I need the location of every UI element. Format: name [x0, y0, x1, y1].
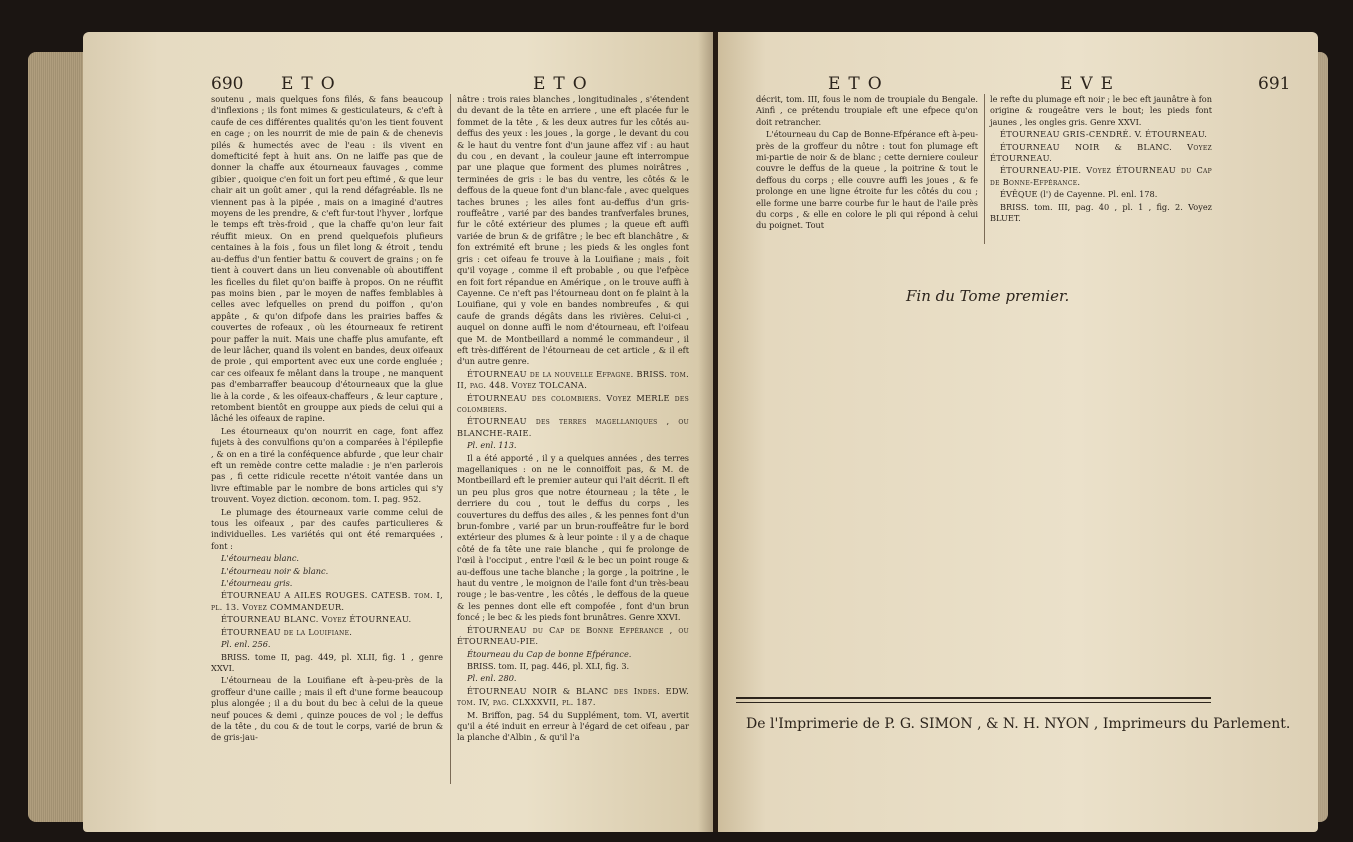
imprint-rule-top	[736, 697, 1211, 699]
column-rule	[450, 94, 451, 784]
entry-heading: ÉTOURNEAU GRIS-CENDRÉ. V. ÉTOURNEAU.	[1000, 129, 1208, 140]
reference: Étourneau du Cap de bonne Efpérance.	[467, 648, 632, 659]
right-column-1	[756, 94, 978, 233]
paragraph: le refte du plumage eft noir ; le bec eft jaunâtre à fon origine & rougeâtre vers le bout; les pieds font jaunes , les ongles gris. Genre XXVI.	[990, 94, 1212, 127]
paragraph: soutenu , mais quelques fons filés, & fans beaucoup d'inflexions ; ils font mimes & gesticulateurs, & c'eft à caufe de ces différentes qualités qu'on les tient fouvent en cage ; on les nourrit de mie de pain & de chenevis pilés & humectés avec de l'eau : ils vivent en domefticité fept à huit ans. On ne laiffe pas que de donner la chaffe aux étourneaux fauvages , comme gibier , quoique c'en foit un fort peu eftimé , & que leur chair ait un goût amer , qui la rend défagréable. Ils ne viennent pas à la pipée , mais on a imaginé d'autres moyens de les prendre, & c'eft fur-tout l'hyver , lorfque le temps eft très-froid , que la chaffe qu'on leur fait réuffit mieux. On en prend quelquefois plufieurs centaines à la fois , fous un filet long & étroit , tendu au-deffus d'un fentier battu & couvert de grains ; on fe tient à couvert dans un lieu convenable où aboutiffent les ficelles du filet qu'on baiffe à propos. On ne réuffit pas moins bien , par le moyen de naffes femblables à celles avec lefquelles on prend du poiffon , qu'on appâte , & qu'on difpofe dans les prairies baffes & couvertes de rofeaux , où les étourneaux fe retirent pour paffer la nuit. Mais une chaffe plus amufante, eft de leur lâcher, quand ils volent en bandes, deux oifeaux de proie , qui emportent avec eux une corde engluée ; car ces oifeaux fe mêlant dans la troupe , ne manquent pas d'embarraffer beaucoup d'étourneaux que la glue lie à la corde , & les oifeaux-chaffeurs , & leur capture , retombent bientôt en grouppe aux pieds de celui qui a lâché les oifeaux de rapine.	[211, 94, 443, 424]
entry-heading: ÉTOURNEAU-PIE. Voyez ÉTOURNEAU du Cap de Bonne-Efpérance.	[990, 165, 1212, 187]
reference: Pl. enl. 280.	[467, 673, 517, 684]
left-running-head-1: ETO	[281, 74, 343, 94]
right-page	[718, 32, 1318, 832]
entry-heading: ÉTOURNEAU de la Louifiane.	[221, 626, 353, 637]
variety-item: L'étourneau noir & blanc.	[221, 565, 329, 576]
reference: Pl. enl. 113.	[467, 440, 517, 451]
entry-heading: ÉTOURNEAU de la nouvelle Efpagne. BRISS. tom. II, pag. 448. Voyez TOLCANA.	[457, 368, 689, 391]
paragraph: décrit, tom. III, fous le nom de troupiale du Bengale. Ainfi , ce prétendu troupiale eft une efpece qu'on doit retrancher.	[756, 94, 978, 127]
left-column-1	[211, 94, 443, 745]
right-column-2	[990, 94, 1212, 225]
left-page	[83, 32, 713, 832]
column-rule	[984, 94, 985, 244]
paragraph: L'étourneau du Cap de Bonne-Efpérance eft à-peu-près de la groffeur du nôtre : tout fon plumage eft mi-partie de noir & de blanc ; cette derniere couleur couvre le deffus de la queue , la poitrine & tout le deffous du corps ; elle couvre auffi les joues , & fe prolonge en une ligne étroite fur les côtés du cou ; elle forme une barre courbe fur le haut de l'aile près du corps , & elle en colore le pli qui répond à celui du poignet. Tout	[756, 129, 978, 231]
right-page-number: 691	[1258, 74, 1291, 94]
entry-heading: ÉTOURNEAU NOIR & BLANC. Voyez ÉTOURNEAU.	[990, 141, 1212, 164]
paragraph: Il a été apporté , il y a quelques années , des terres magellaniques : on ne le connoiffoit pas, & M. de Montbeillard eft le premier auteur qui l'ait décrit. Il eft un peu plus gros que notre étourneau ; la tête , le derriere du cou , tout le deffus du corps , les couvertures du deffus des ailes , & les pennes font d'un brun-fombre , varié par un brun-rouffeâtre fur le bord extérieur des plumes & à leur pointe : il y a de chaque côté de fa tête une raie blanche , qui fe prolonge de l'œil à l'occiput , entre l'œil & le bec un point rouge & au-deffous une tache blanche ; la gorge , la poitrine , le haut du ventre , le moignon de l'aile font d'un très-beau rouge ; le bas-ventre , les côtés , le deffous de la queue & les pennes dont elle eft compofée , font d'un brun foncé ; le bec & les pieds font brunâtres. Genre XXVI.	[457, 452, 689, 623]
paragraph: L'étourneau de la Louifiane eft à-peu-près de la groffeur d'une caille ; mais il eft d'une forme beaucoup plus alongée ; il a du bout du bec à celui de la queue neuf pouces & demi , quinze pouces de vol ; le deffus de la tête , du cou & de tout le corps, varié de brun & de gris-jau-	[211, 675, 443, 743]
right-running-head-2: EVE	[1060, 74, 1122, 94]
reference: BRISS. tome II, pag. 449, pl. XLII, fig. 1 , genre XXVI.	[211, 651, 443, 673]
paragraph: M. Briffon, pag. 54 du Supplément, tom. VI, avertit qu'il a été induit en erreur à l'égard de cet oifeau , par la planche d'Albin , & qu'il l'a	[457, 709, 689, 743]
variety-item: L'étourneau gris.	[221, 578, 293, 589]
right-running-head-1: ETO	[828, 74, 890, 94]
imprint-line: De l'Imprimerie de P. G. SIMON , & N. H. NYON , Imprimeurs du Parlement.	[746, 716, 1291, 732]
paragraph: Les étourneaux qu'on nourrit en cage, font affez fujets à des convulfions qu'on a comparées à l'épilepfie , & on en a tiré la conféquence abfurde , que leur chair eft un remède contre cette maladie : je n'en parlerois pas , fi cette ridicule recette n'étoit vantée dans un livre eftimable par le nombre de bons articles qui s'y trouvent. Voyez diction. œconom. tom. I. pag. 952.	[211, 425, 443, 505]
paragraph: Le plumage des étourneaux varie comme celui de tous les oifeaux , par des caufes particulieres & individuelles. Les variétés qui ont été remarquées , font :	[211, 506, 443, 551]
reference: BRISS. tom. III, pag. 40 , pl. 1 , fig. 2. Voyez BLUET.	[990, 201, 1212, 224]
reference: Pl. enl. 256.	[221, 639, 271, 650]
entry-heading: ÉTOURNEAU A AILES ROUGES. CATESB. tom. I, pl. 13. Voyez COMMANDEUR.	[211, 590, 443, 612]
entry-heading: ÉTOURNEAU des terres magellaniques , ou BLANCHE-RAIE.	[457, 416, 689, 438]
entry-heading: ÉTOURNEAU NOIR & BLANC des Indes. EDW. tom. IV, pag. CLXXXVII, pl. 187.	[457, 685, 689, 708]
entry-heading: ÉTOURNEAU du Cap de Bonne Efpérance , ou ÉTOURNEAU-PIE.	[457, 624, 689, 647]
variety-item: L'étourneau blanc.	[221, 553, 300, 564]
entry-heading: ÉTOURNEAU BLANC. Voyez ÉTOURNEAU.	[221, 614, 412, 625]
entry-heading: ÉVÊQUE (l') de Cayenne. Pl. enl. 178.	[1000, 189, 1158, 200]
entry-heading: ÉTOURNEAU des colombiers. Voyez MERLE des colombiers.	[457, 392, 689, 414]
open-book	[28, 22, 1328, 837]
left-column-2	[457, 94, 689, 745]
left-running-head-2: ETO	[533, 74, 595, 94]
fin-du-tome: Fin du Tome premier.	[906, 287, 1070, 305]
paragraph: nâtre : trois raies blanches , longitudinales , s'étendent du devant de la tête en arriere , une eft placée fur le fommet de la tête , & les deux autres fur les côtés au-deffus des yeux : les joues , la gorge , le devant du cou & le haut du ventre font d'un jaune affez vif : au haut du cou , en devant , la couleur jaune eft interrompue par une plaque que forment des plumes noirâtres , terminées de gris : le bas du ventre, les côtés & le deffous de la queue font d'un blanc-fale , avec quelques taches brunes ; les ailes font au-deffus d'un gris-rouffeâtre , varié par des bandes tranfverfales brunes, fur le côté extérieur des plumes ; la queue eft auffi variée de brun & de grifâtre ; le bec eft blanchâtre , & fon extrémité eft brune ; les pieds & les ongles font gris : cet oifeau fe trouve à la Louifiane ; mais , foit qu'il voyage , comme il eft probable , ou que l'efpèce en foit fort répandue en Amérique , on le trouve auffi à Cayenne. Ce n'eft pas l'étourneau dont on fe plaint à la Louifiane, qui y vole en bandes nombreufes , & qui caufe de grands dégâts dans les rivières. Celui-ci , auquel on donne auffi le nom d'étourneau, eft l'oifeau que M. de Montbeillard a nommé le commandeur , il eft très-différent de l'étourneau de cet article , & il eft d'un autre genre.	[457, 94, 689, 367]
imprint-rule-bottom	[736, 702, 1211, 703]
reference: BRISS. tom. II, pag. 446, pl. XLI, fig. 3.	[467, 660, 630, 671]
left-page-number: 690	[211, 74, 244, 94]
